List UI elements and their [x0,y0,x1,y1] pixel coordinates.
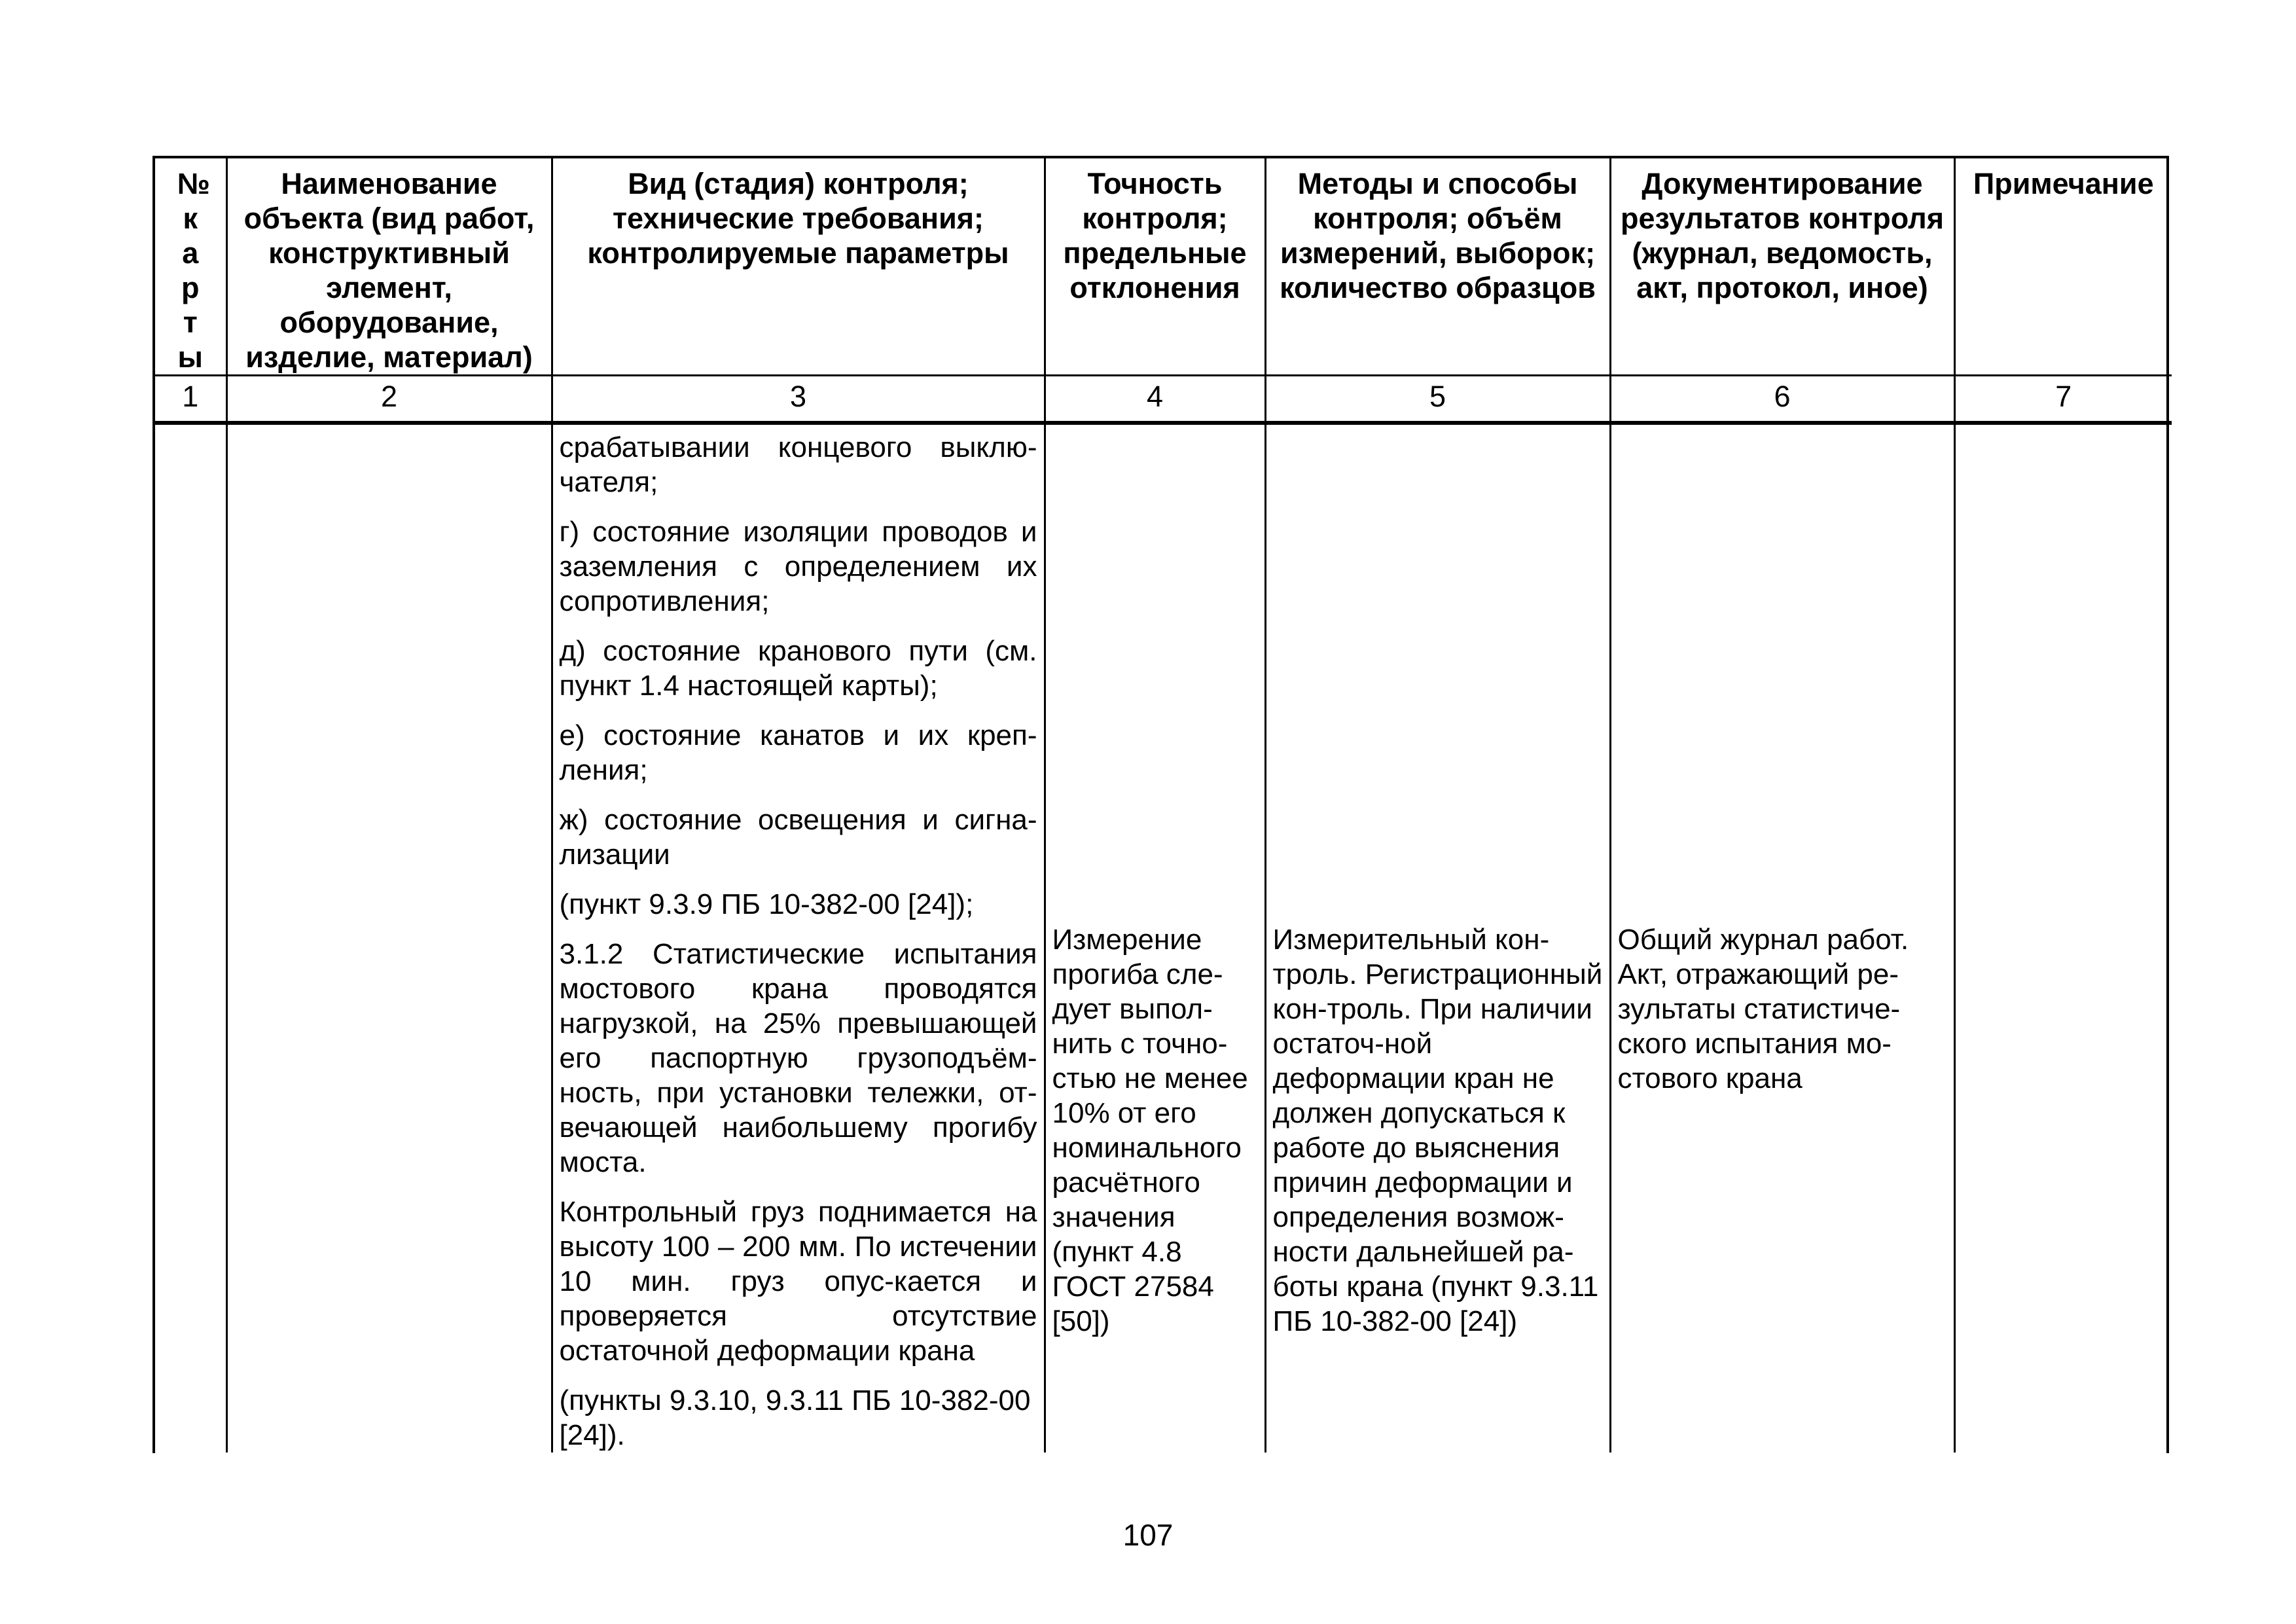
column-numbers-row [155,376,2172,423]
documentation-text: Общий журнал работ. Акт, отражающий ре-зультаты статистиче-ского испытания мо-стового крана [1617,923,1909,1094]
header-row [155,158,2172,376]
page-number: 107 [1122,1518,1174,1552]
control-requirements-cell [552,423,1045,1453]
requirement-text: е) состояние канатов и их креп-ления; [559,719,1037,786]
requirement-text: 3.1.2 Статистические испытания мостового крана проводятся нагрузкой, на 25% превышающей его паспортную грузоподъём-ность, при установки тележки, от-вечающей наибольшему прогибу моста. [559,937,1037,1178]
column-number: 6 [1610,376,1954,423]
requirement-text: (пункты 9.3.10, 9.3.11 ПБ 10-382-00 [24]). [559,1384,1031,1451]
requirement-text: (пункт 9.3.9 ПБ 10-382-00 [24]); [559,888,974,920]
methods-cell [1265,423,1610,1453]
header-notes: Примечание [1954,158,2172,376]
column-number: 3 [552,376,1045,423]
column-number: 4 [1045,376,1265,423]
header-control-type: Вид (стадия) контроля; технические требования; контролируемые параметры [552,158,1045,376]
card-number-cell [155,423,226,1453]
column-number: 2 [226,376,552,423]
header-accuracy: Точность контроля; предельные отклонения [1045,158,1265,376]
table-row [155,423,2172,1453]
requirement-text: Контрольный груз поднимается на высоту 100 – 200 мм. По истечении 10 мин. груз опус-кается и проверяется отсутствие остаточной деформации крана [559,1195,1037,1367]
header-methods: Методы и способы контроля; объём измерений, выборок; количество образцов [1265,158,1610,376]
accuracy-text: Измерение прогиба сле-дует выпол-нить с точно-стью не менее 10% от его номинального расчётного значения (пункт 4.8 ГОСТ 27584 [50]) [1052,923,1248,1337]
column-number: 7 [1954,376,2172,423]
methods-text: Измерительный кон-троль. Регистрационный кон-троль. При наличии остаточ-ной деформации кран не должен допускаться к работе до выяснения причин деформации и определения возмож-ности дальнейшей ра-боты крана (пункт 9.3.11 ПБ 10-382-00 [24]) [1272,923,1603,1337]
requirement-text: ж) состояние освещения и сигна-лизации [559,803,1037,871]
column-number: 5 [1265,376,1610,423]
header-card-number: № к а р т ы [155,158,226,376]
requirement-text: г) состояние изоляции проводов и заземления с определением их сопротивления; [559,515,1037,617]
documentation-cell [1610,423,1954,1453]
requirement-text: срабатывании концевого выклю-чателя; [559,431,1037,498]
control-table [152,156,2169,1453]
header-object-name: Наименование объекта (вид работ, конструктивный элемент, оборудование, изделие, материал) [226,158,552,376]
accuracy-cell [1045,423,1265,1453]
object-name-cell [226,423,552,1453]
header-documentation: Документирование результатов контроля (журнал, ведомость, акт, протокол, иное) [1610,158,1954,376]
column-number: 1 [155,376,226,423]
requirement-text: д) состояние кранового пути (см. пункт 1.4 настоящей карты); [559,634,1037,702]
notes-cell [1954,423,2172,1453]
